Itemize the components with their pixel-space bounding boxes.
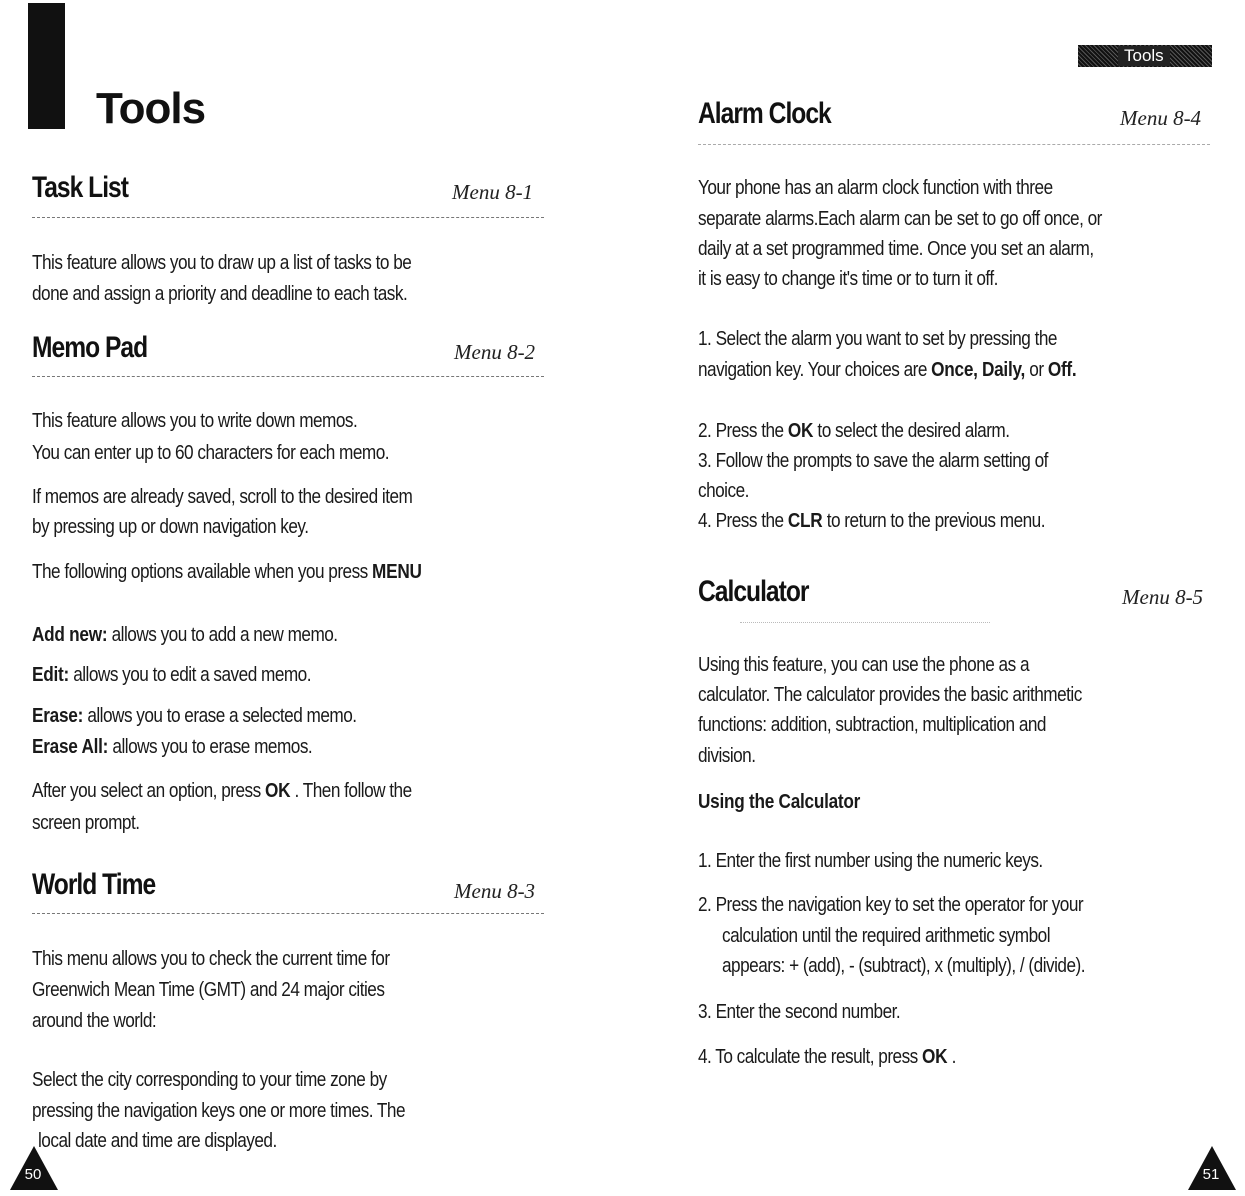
section-rule xyxy=(32,913,544,914)
step-line xyxy=(698,1042,956,1072)
body-line xyxy=(32,557,422,587)
option-desc: allows you to add a new memo. xyxy=(111,624,338,646)
body-line xyxy=(32,776,412,806)
body-line: This feature allows you to write down memos. xyxy=(32,410,358,432)
step-line: 2. Press the navigation key to set the operator for your xyxy=(698,894,1084,916)
option-term: Edit: xyxy=(32,664,69,686)
menu-ref-task-list: Menu 8-1 xyxy=(452,180,534,204)
section-rule xyxy=(32,376,544,377)
body-line: Your phone has an alarm clock function with three xyxy=(698,177,1053,199)
step-line: 1. Select the alarm you want to set by pressing the xyxy=(698,328,1057,350)
step-line: calculation until the required arithmetic symbol xyxy=(722,925,1051,947)
section-rule xyxy=(698,144,1210,145)
body-line: Greenwich Mean Time (GMT) and 24 major cities xyxy=(32,979,385,1001)
page-number: 51 xyxy=(1202,1166,1220,1183)
step-line xyxy=(698,416,1009,446)
option-term: Erase: xyxy=(32,705,84,727)
body-line: separate alarms.Each alarm can be set to go off once, or xyxy=(698,208,1102,230)
body-line: by pressing up or down navigation key. xyxy=(32,516,309,538)
body-line: daily at a set programmed time. Once you set an alarm, xyxy=(698,238,1094,260)
body-line: calculator. The calculator provides the basic arithmetic xyxy=(698,684,1082,706)
option-line xyxy=(32,620,338,650)
menu-ref-memo-pad: Menu 8-2 xyxy=(454,340,536,364)
key-menu: MENU xyxy=(372,561,422,583)
body-line: local date and time are displayed. xyxy=(38,1130,277,1152)
key-ok: OK xyxy=(787,420,814,442)
body-text: or xyxy=(1029,359,1044,381)
body-line: division. xyxy=(698,745,756,767)
body-line: Using this feature, you can use the phone as a xyxy=(698,654,1030,676)
option-line xyxy=(32,701,357,731)
body-line: This menu allows you to check the current time for xyxy=(32,948,390,970)
body-line: it is easy to change it's time or to turn it off. xyxy=(698,268,998,290)
choice-off: Off. xyxy=(1047,359,1077,381)
section-title-alarm-clock: Alarm Clock xyxy=(698,97,831,130)
choice-once: Once, xyxy=(931,359,978,381)
section-rule xyxy=(740,622,990,623)
key-ok: OK xyxy=(922,1046,948,1068)
step-line: choice. xyxy=(698,480,749,502)
body-text: 4. To calculate the result, press xyxy=(698,1046,918,1068)
section-title-world-time: World Time xyxy=(32,868,156,901)
chapter-tab-label: Tools xyxy=(1118,46,1170,66)
menu-ref-world-time: Menu 8-3 xyxy=(454,879,536,903)
choice-daily: Daily, xyxy=(981,359,1026,381)
body-line: pressing the navigation keys one or more times. The xyxy=(32,1100,405,1122)
option-line xyxy=(32,732,312,762)
option-desc: allows you to erase memos. xyxy=(112,736,313,758)
page-title: Tools xyxy=(96,84,206,133)
body-line: screen prompt. xyxy=(32,812,140,834)
body-text: After you select an option, press xyxy=(32,780,261,802)
body-text: . Then follow the xyxy=(294,780,412,802)
body-text: The following options available when you press xyxy=(32,561,368,583)
body-line: done and assign a priority and deadline to each task. xyxy=(32,283,408,305)
body-text: to select the desired alarm. xyxy=(817,420,1010,442)
chapter-tab xyxy=(1078,45,1212,67)
section-rule xyxy=(32,217,544,218)
body-line: You can enter up to 60 characters for each memo. xyxy=(32,442,390,464)
step-line: appears: + (add), - (subtract), x (multiply), / (divide). xyxy=(722,955,1085,977)
body-text: 2. Press the xyxy=(698,420,784,442)
key-clr: CLR xyxy=(787,510,823,532)
option-desc: allows you to edit a saved memo. xyxy=(73,664,312,686)
menu-ref-calculator: Menu 8-5 xyxy=(1122,585,1204,609)
section-title-memo-pad: Memo Pad xyxy=(32,331,148,364)
step-line xyxy=(698,506,1045,536)
option-term: Erase All: xyxy=(32,736,109,758)
body-text: to return to the previous menu. xyxy=(826,510,1045,532)
body-line: This feature allows you to draw up a list of tasks to be xyxy=(32,252,412,274)
key-ok: OK xyxy=(264,780,291,802)
step-line xyxy=(698,355,1076,385)
step-line: 3. Enter the second number. xyxy=(698,1001,901,1023)
subheading xyxy=(698,787,860,817)
body-text: navigation key. Your choices are xyxy=(698,359,927,381)
step-line: 3. Follow the prompts to save the alarm setting of xyxy=(698,450,1048,472)
body-line: If memos are already saved, scroll to the desired item xyxy=(32,486,413,508)
menu-ref-alarm-clock: Menu 8-4 xyxy=(1120,106,1202,130)
chapter-bar xyxy=(28,3,65,129)
body-line: functions: addition, subtraction, multiplication and xyxy=(698,714,1046,736)
body-line: Select the city corresponding to your time zone by xyxy=(32,1069,387,1091)
section-title-calculator: Calculator xyxy=(698,575,809,608)
step-line: 1. Enter the first number using the numeric keys. xyxy=(698,850,1043,872)
body-text: 4. Press the xyxy=(698,510,784,532)
body-text: . xyxy=(951,1046,956,1068)
option-desc: allows you to erase a selected memo. xyxy=(87,705,357,727)
section-title-task-list: Task List xyxy=(32,171,128,204)
subheading-text: Using the Calculator xyxy=(698,791,861,813)
body-line: around the world: xyxy=(32,1010,157,1032)
option-term: Add new: xyxy=(32,624,108,646)
option-line xyxy=(32,660,311,690)
page-number: 50 xyxy=(24,1166,42,1183)
